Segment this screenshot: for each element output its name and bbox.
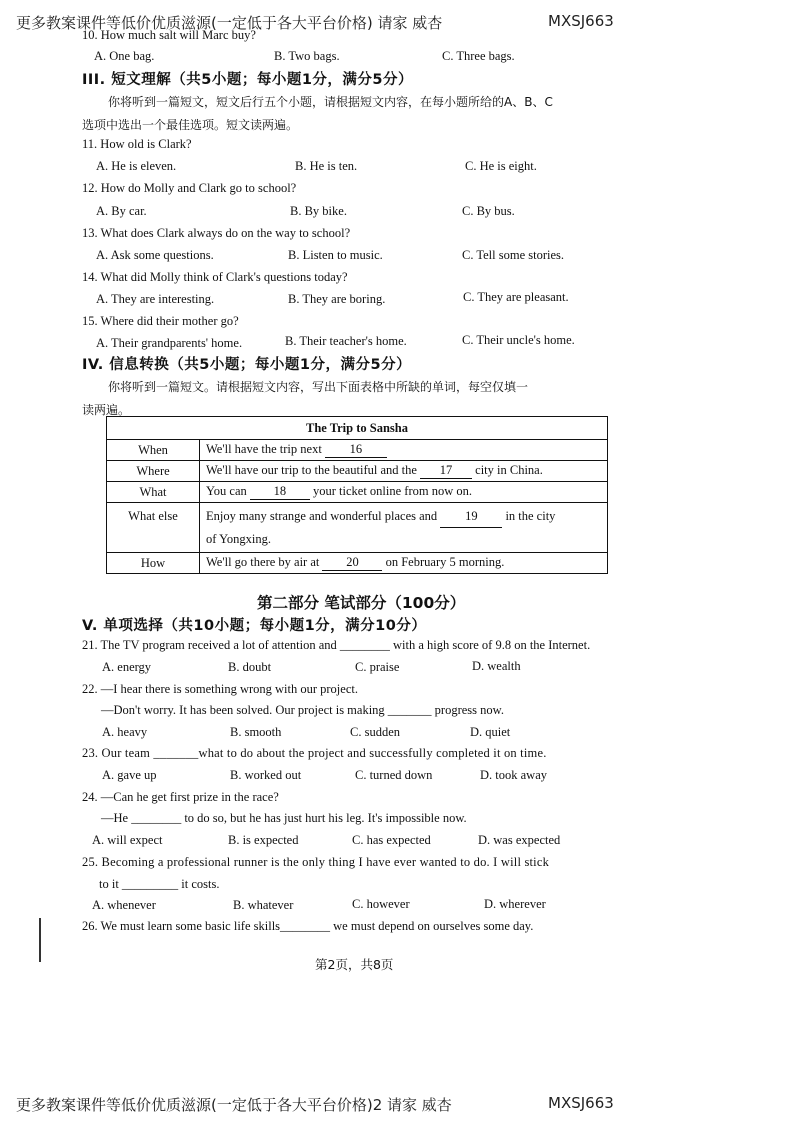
q14-option-b: B. They are boring. [288, 292, 386, 306]
header-code: MXSJ663 [548, 12, 614, 30]
q21-option-d: D. wealth [472, 659, 521, 673]
blank-18[interactable]: 18 [250, 484, 310, 500]
q23-option-b: B. worked out [230, 768, 302, 782]
q22-option-d: D. quiet [470, 725, 511, 739]
page-number: 第2页，共8页 [315, 957, 394, 972]
row-text: on February 5 morning. [385, 555, 505, 569]
part2-title: 第二部分 笔试部分（100分） [257, 594, 466, 612]
row-text: city in China. [475, 463, 543, 477]
blank-17[interactable]: 17 [420, 463, 472, 479]
row-text: We'll go there by air at [206, 555, 320, 569]
q24-option-d: D. was expected [478, 833, 561, 847]
q10-option-a: A. One bag. [94, 49, 155, 63]
row-text: in the city [505, 509, 556, 523]
row-label-where: Where [107, 461, 200, 482]
q10-option-b: B. Two bags. [274, 49, 340, 63]
q22-option-b: B. smooth [230, 725, 282, 739]
table-row [107, 482, 608, 503]
q12-option-b: B. By bike. [290, 204, 347, 218]
row-content-what [200, 482, 608, 503]
row-text: We'll have our trip to the beautiful and the [206, 463, 417, 477]
q11-option-b: B. He is ten. [295, 159, 358, 173]
section3-instruction-2: 选项中选出一个最佳选项。短文读两遍。 [82, 118, 299, 132]
q25-option-d: D. wherever [484, 897, 546, 911]
row-label-what: What [107, 482, 200, 503]
q23-option-c: C. turned down [355, 768, 433, 782]
q25-option-a: A. whenever [92, 898, 156, 912]
row-text: Enjoy many strange and wonderful places and [206, 509, 438, 523]
q15-option-b: B. Their teacher's home. [285, 334, 407, 348]
row-text: your ticket online from now on. [313, 484, 472, 498]
question-15: 15. Where did their mother go? [82, 314, 239, 328]
q15-option-c: C. Their uncle's home. [462, 333, 575, 347]
row-text: of Yongxing. [206, 532, 271, 546]
question-22-line1: 22. —I hear there is something wrong with our project. [82, 682, 358, 696]
question-13: 13. What does Clark always do on the way to school? [82, 226, 351, 240]
row-label-what-else: What else [107, 503, 200, 553]
row-content-when [200, 440, 608, 461]
q24-option-a: A. will expect [92, 833, 163, 847]
section5-title: V. 单项选择（共10小题；每小题1分，满分10分） [82, 618, 427, 634]
q12-option-a: A. By car. [96, 204, 147, 218]
q13-option-a: A. Ask some questions. [96, 248, 214, 262]
section4-instruction-2: 读两遍。 [82, 403, 131, 417]
q21-option-a: A. energy [102, 660, 152, 674]
q23-option-a: A. gave up [102, 768, 157, 782]
footer-code: MXSJ663 [548, 1094, 614, 1112]
question-22-line2: —Don't worry. It has been solved. Our project is making _______ progress now. [101, 703, 504, 717]
row-text: You can [206, 484, 247, 498]
q22-option-a: A. heavy [102, 725, 148, 739]
q11-option-c: C. He is eight. [465, 159, 537, 173]
row-label-how: How [107, 553, 200, 574]
header-text: 更多教案课件等低价优质滋源(一定低于各大平台价格) 请家 威杏 [16, 14, 443, 32]
question-10: 10. How much salt will Marc buy? [82, 28, 256, 42]
q12-option-c: C. By bus. [462, 204, 515, 218]
q13-option-c: C. Tell some stories. [462, 248, 565, 262]
question-24-line2: —He ________ to do so, but he has just hurt his leg. It's impossible now. [101, 811, 467, 825]
question-24-line1: 24. —Can he get first prize in the race? [82, 790, 279, 804]
footer-text: 更多教案课件等低价优质滋源(一定低于各大平台价格)2 请家 威杏 [16, 1096, 452, 1114]
question-26: 26. We must learn some basic life skills________ we must depend on ourselves some day. [82, 919, 534, 933]
q24-option-b: B. is expected [228, 833, 299, 847]
trip-table-title: The Trip to Sansha [107, 417, 608, 440]
table-row [107, 553, 608, 574]
q24-option-c: C. has expected [352, 833, 431, 847]
q15-option-a: A. Their grandparents' home. [96, 336, 243, 350]
q21-option-b: B. doubt [228, 660, 272, 674]
blank-19[interactable]: 19 [440, 505, 502, 528]
q25-option-b: B. whatever [233, 898, 294, 912]
question-12: 12. How do Molly and Clark go to school? [82, 181, 297, 195]
section4-instruction-1: 你将听到一篇短文。请根据短文内容，写出下面表格中所缺的单词，每空仅填一 [108, 380, 529, 394]
table-row [107, 461, 608, 482]
question-14: 14. What did Molly think of Clark's questions today? [82, 270, 348, 284]
q14-option-a: A. They are interesting. [96, 292, 215, 306]
row-content-how [200, 553, 608, 574]
q14-option-c: C. They are pleasant. [463, 290, 569, 304]
trip-table [106, 416, 608, 574]
row-label-when: When [107, 440, 200, 461]
blank-20[interactable]: 20 [322, 555, 382, 571]
table-row [107, 503, 608, 553]
question-25-line1: 25. Becoming a professional runner is the only thing I have ever wanted to do. I will stick [82, 855, 550, 869]
row-text: We'll have the trip next [206, 442, 322, 456]
blank-16[interactable]: 16 [325, 442, 387, 458]
question-11: 11. How old is Clark? [82, 137, 192, 151]
q23-option-d: D. took away [480, 768, 547, 782]
question-21: 21. The TV program received a lot of attention and ________ with a high score of 9.8 on the Internet. [82, 638, 591, 652]
q25-option-c: C. however [352, 897, 410, 911]
table-row [107, 440, 608, 461]
question-23: 23. Our team _______what to do about the project and successfully completed it on time. [82, 746, 547, 760]
q13-option-b: B. Listen to music. [288, 248, 383, 262]
section3-title: III. 短文理解（共5小题；每小题1分，满分5分） [82, 72, 414, 88]
section4-title: IV. 信息转换（共5小题；每小题1分，满分5分） [82, 357, 412, 373]
row-content-what-else [200, 503, 608, 553]
row-content-where [200, 461, 608, 482]
q22-option-c: C. sudden [350, 725, 400, 739]
q21-option-c: C. praise [355, 660, 400, 674]
section3-instruction-1: 你将听到一篇短文，短文后行五个小题，请根据短文内容，在每小题所给的A、B、C [108, 95, 553, 109]
q11-option-a: A. He is eleven. [96, 159, 177, 173]
scan-mark [39, 918, 41, 962]
q10-option-c: C. Three bags. [442, 49, 515, 63]
question-25-line2: to it _________ it costs. [99, 877, 220, 891]
